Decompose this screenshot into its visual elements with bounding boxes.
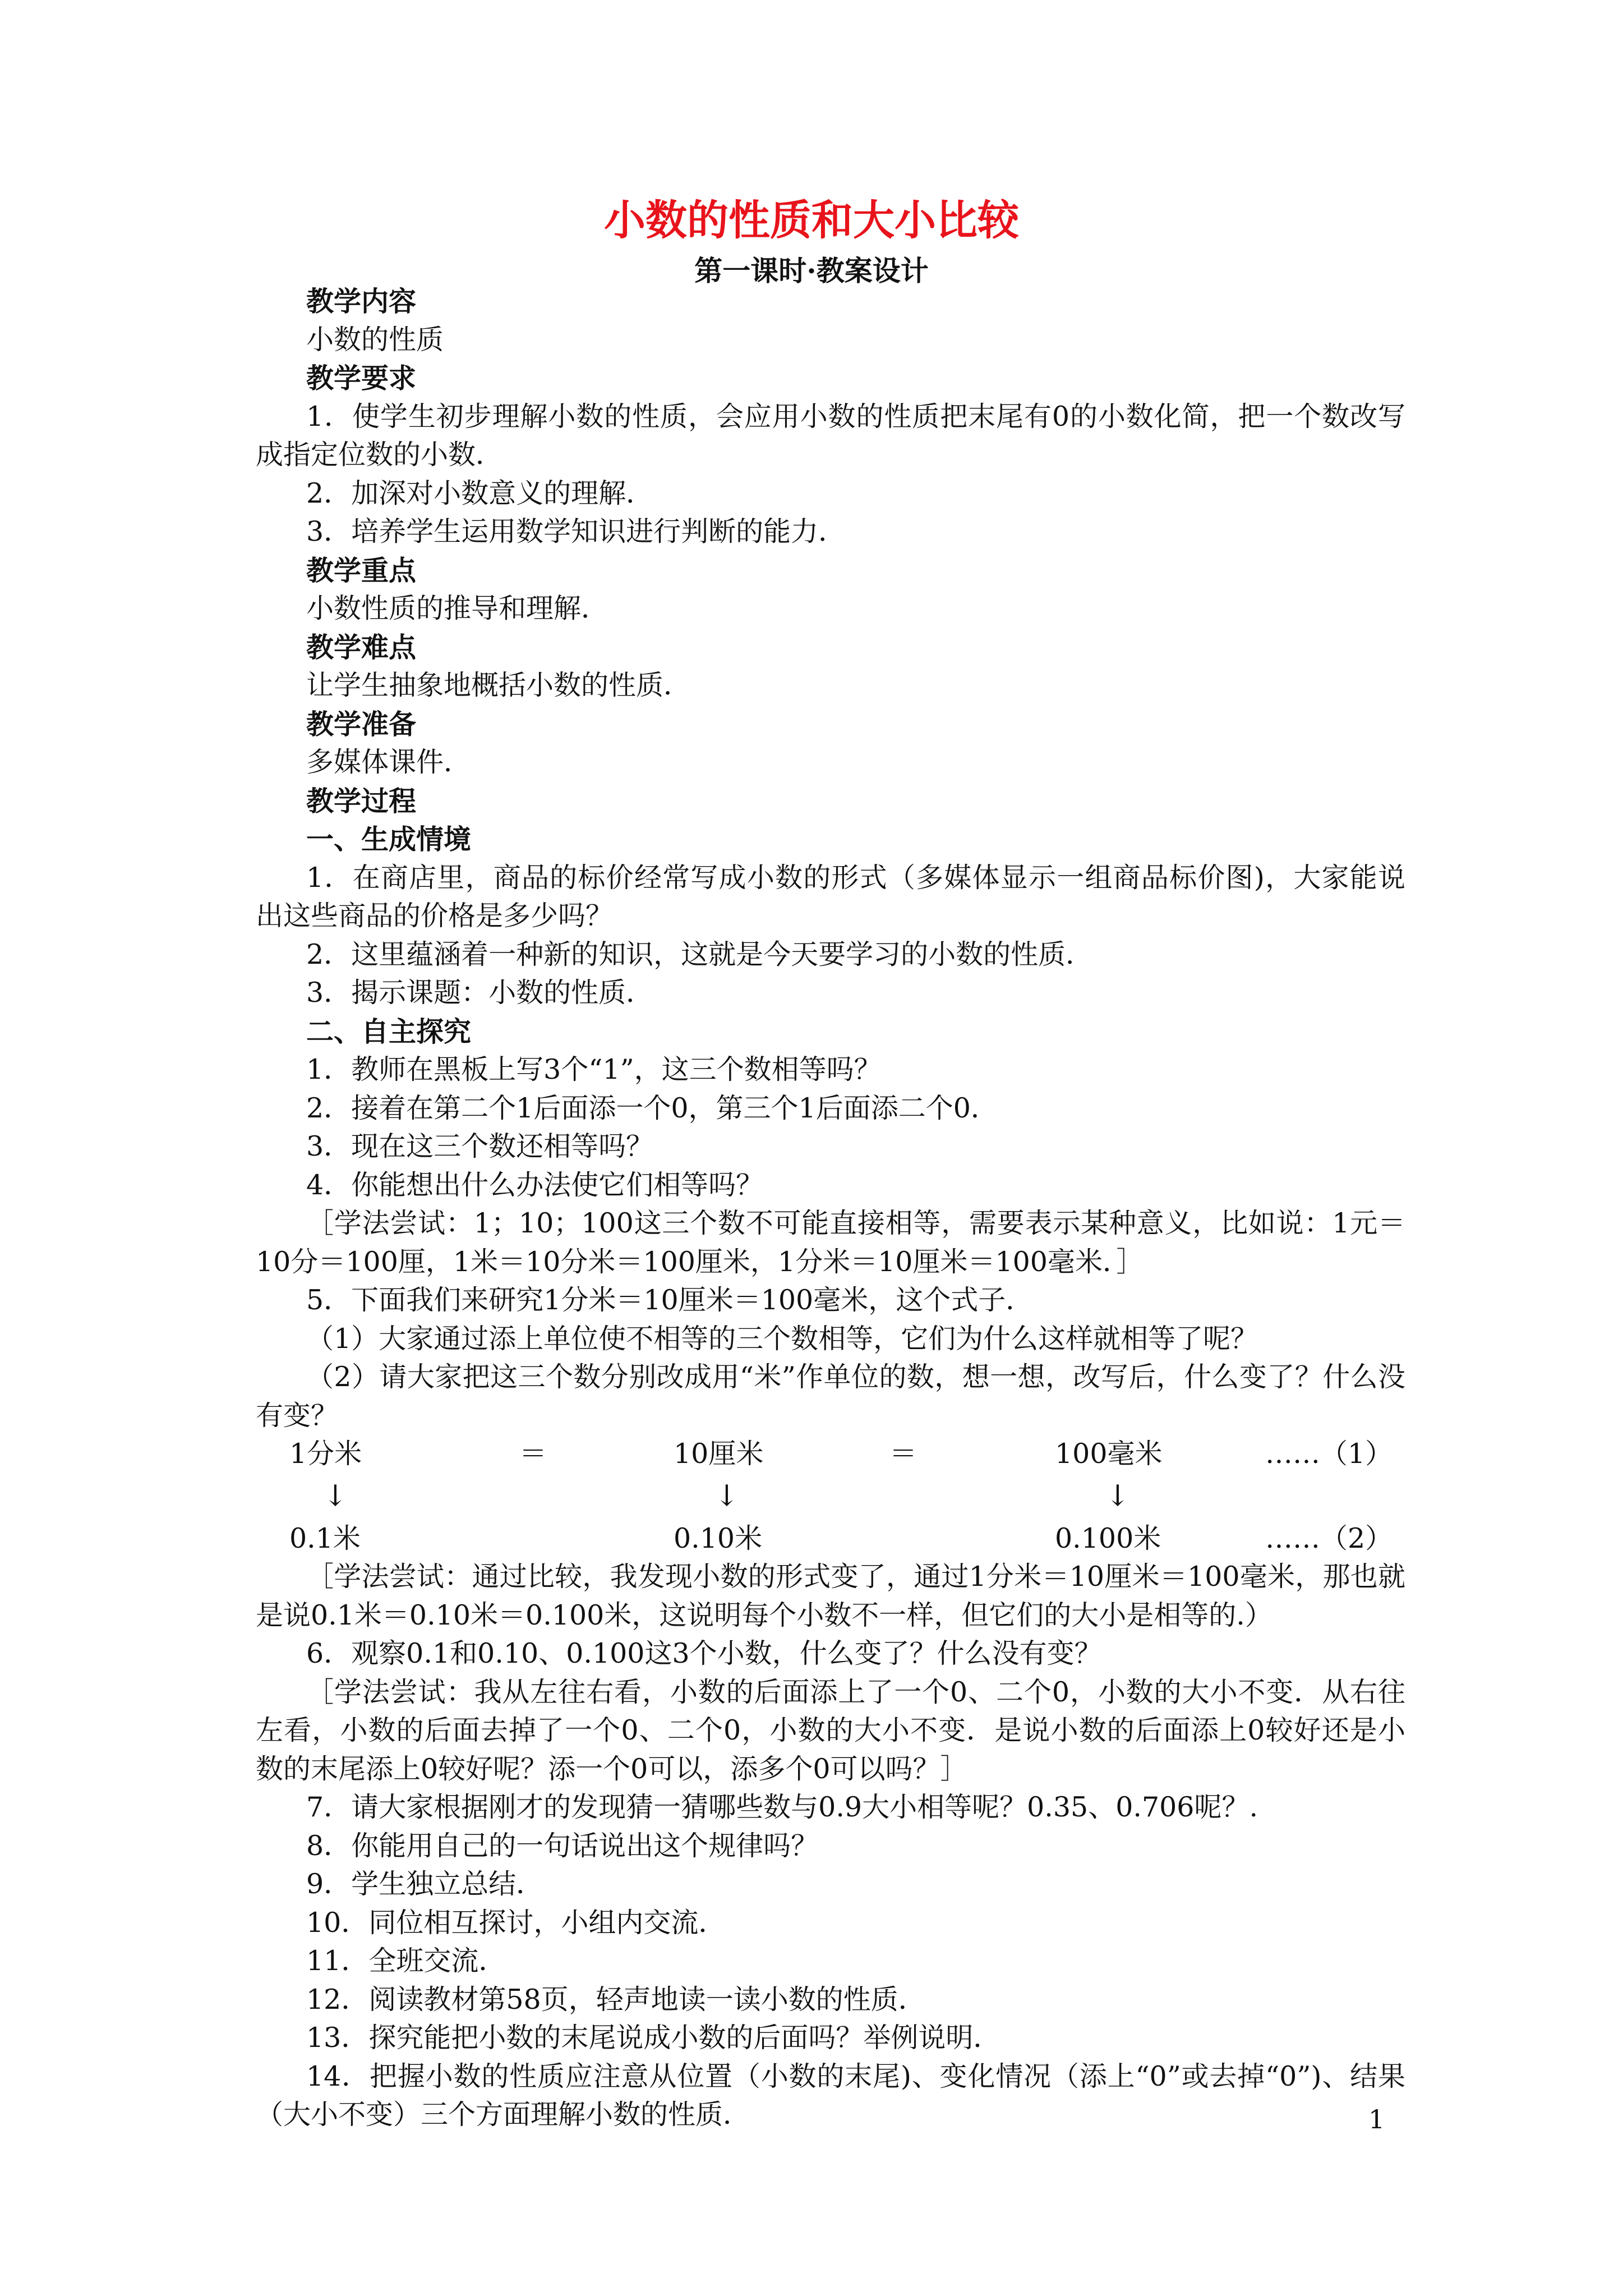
paragraph: ［学法尝试：1；10；100这三个数不可能直接相等，需要表示某种意义，比如说：1元＝10分＝100厘，1米＝10分米＝100厘米，1分米＝10厘米＝100毫米．］ [256, 1207, 1405, 1278]
paragraph: 8．你能用自己的一句话说出这个规律吗？ [306, 1829, 819, 1862]
paragraph: 1．教师在黑板上写3个“1”，这三个数相等吗？ [306, 1053, 882, 1085]
paragraph: 多媒体课件． [306, 746, 472, 778]
section-heading: 教学过程 [306, 784, 417, 817]
section-heading: 一、生成情境 [306, 823, 472, 855]
paragraph: 小数的性质 [306, 323, 444, 356]
section-heading: 教学要求 [306, 362, 417, 394]
down-arrow-icon: ↓ [323, 1479, 348, 1513]
section-heading: 教学准备 [306, 707, 417, 740]
paragraph: 5．下面我们来研究1分米＝10厘米＝100毫米，这个式子． [306, 1284, 1034, 1316]
paragraph: （1）大家通过添上单位使不相等的三个数相等，它们为什么这样就相等了呢？ [306, 1322, 1258, 1355]
paragraph: 让学生抽象地概括小数的性质． [306, 669, 691, 701]
paragraph: 11．全班交流． [306, 1945, 506, 1977]
section-heading: 教学难点 [306, 631, 417, 664]
paragraph: 2．加深对小数意义的理解． [306, 477, 654, 509]
paragraph: 14．把握小数的性质应注意从位置（小数的末尾)、变化情况（添上“0”或去掉“0”)、结果（大小不变）三个方面理解小数的性质． [256, 2060, 1405, 2131]
page-number: 1 [1368, 2104, 1385, 2134]
paragraph: 3．培养学生运用数学知识进行判断的能力． [306, 516, 846, 547]
paragraph: 13．探究能把小数的末尾说成小数的后面吗？举例说明． [306, 2022, 1001, 2054]
paragraph: （2）请大家把这三个数分别改成用“米”作单位的数，想一想，改写后，什么变了？什么没有变？ [256, 1361, 1405, 1432]
paragraph: ［学法尝试：我从左往右看，小数的后面添上了一个0、二个0，小数的大小不变．从右往左看，小数的后面去掉了一个0、二个0，小数的大小不变．是说小数的后面添上0较好还是小数的末尾添上0较好呢？添一个0可以，添多个0可以吗？］ [256, 1676, 1405, 1785]
paragraph: 2．这里蕴涵着一种新的知识，这就是今天要学习的小数的性质． [306, 938, 1094, 970]
paragraph: 2．接着在第二个1后面添一个0，第三个1后面添二个0． [306, 1092, 998, 1124]
paragraph: 4．你能想出什么办法使它们相等吗？ [306, 1168, 764, 1201]
diagram-equals-1: ＝ [519, 1438, 547, 1470]
diagram-tag-1: ……（1） [1265, 1438, 1393, 1470]
section-heading: 教学内容 [306, 285, 417, 318]
document-title: 小数的性质和大小比较 [604, 196, 1019, 245]
paragraph: 6．观察0.1和0.10、0.100这3个小数，什么变了？什么没有变？ [306, 1637, 1102, 1669]
paragraph: 10．同位相互探讨，小组内交流． [306, 1906, 726, 1939]
paragraph: 1．在商店里，商品的标价经常写成小数的形式（多媒体显示一组商品标价图)，大家能说出这些商品的价格是多少吗？ [256, 861, 1405, 932]
paragraph: 1．使学生初步理解小数的性质，会应用小数的性质把末尾有0的小数化简，把一个数改写成指定位数的小数． [256, 400, 1405, 471]
paragraph: 12．阅读教材第58页，轻声地读一读小数的性质． [306, 1983, 926, 2016]
diagram-tag-2: ……（2） [1265, 1522, 1393, 1554]
diagram-row-1 [256, 1435, 1405, 1474]
diagram-0-100-meter: 0.100米 [1055, 1522, 1161, 1554]
down-arrow-icon: ↓ [1105, 1479, 1130, 1513]
paragraph: 7．请大家根据刚才的发现猜一猜哪些数与0.9大小相等呢？0.35、0.706呢？. [306, 1791, 1258, 1823]
diagram-equals-2: ＝ [889, 1438, 917, 1470]
section-before-diagram [256, 282, 1405, 1435]
diagram-10-centimeter: 10厘米 [674, 1438, 764, 1470]
diagram-0-1-meter: 0.1米 [289, 1522, 361, 1554]
document-body [256, 282, 1405, 2134]
document-subtitle: 第一课时·教案设计 [694, 254, 929, 287]
diagram-1-decimeter: 1分米 [289, 1438, 362, 1470]
paragraph: ［学法尝试：通过比较，我发现小数的形式变了，通过1分米＝10厘米＝100毫米，那也就是说0.1米＝0.10米＝0.100米，这说明每个小数不一样，但它们的大小是相等的.） [256, 1561, 1405, 1631]
paragraph: 3．现在这三个数还相等吗？ [306, 1130, 654, 1162]
section-heading: 二、自主探究 [306, 1015, 472, 1048]
diagram-arrow-row [256, 1474, 1405, 1520]
section-after-diagram [256, 1558, 1405, 2134]
down-arrow-icon: ↓ [714, 1479, 739, 1513]
paragraph: 小数性质的推导和理解． [306, 592, 609, 624]
unit-diagram [256, 1435, 1405, 1558]
paragraph: 9．学生独立总结． [306, 1868, 544, 1900]
diagram-row-2 [256, 1520, 1405, 1558]
diagram-0-10-meter: 0.10米 [674, 1522, 763, 1554]
diagram-100-millimeter: 100毫米 [1055, 1438, 1163, 1470]
section-heading: 教学重点 [306, 554, 417, 587]
paragraph: 3．揭示课题：小数的性质． [306, 977, 654, 1009]
